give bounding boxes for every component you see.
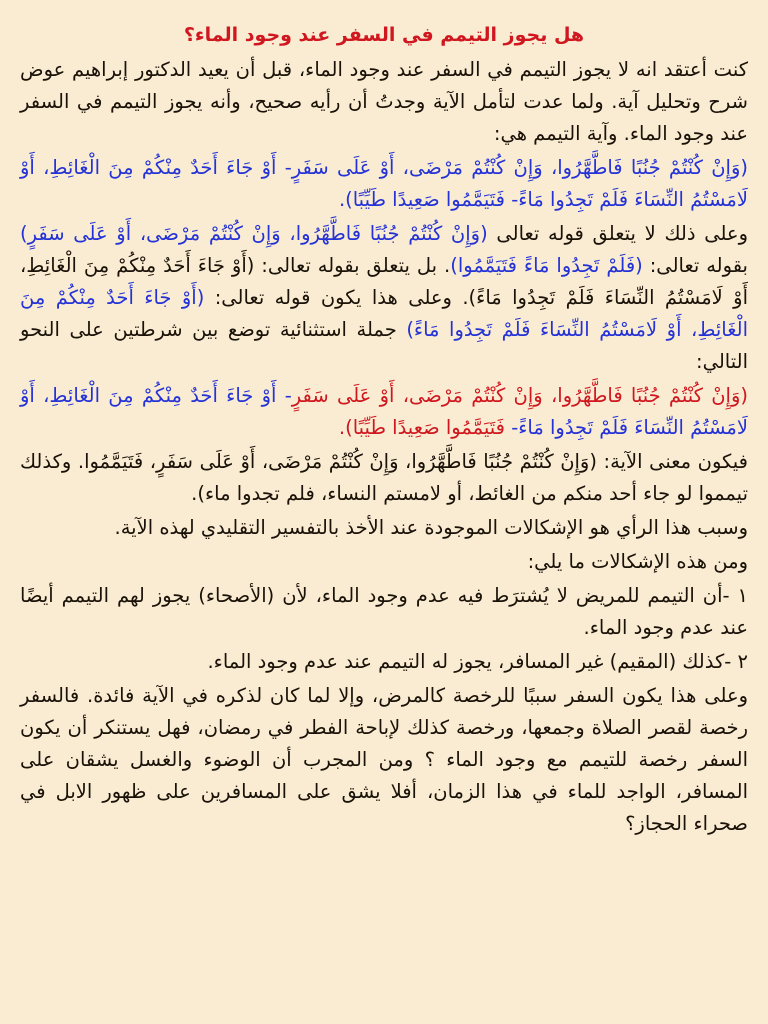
page-title: هل يجوز التيمم في السفر عند وجود الماء؟ xyxy=(183,24,585,46)
explanation-text-2: بقوله تعالى: xyxy=(642,254,748,277)
issues-heading: ومن هذه الإشكالات ما يلي: xyxy=(527,550,748,573)
verse-quote: (وَإِنْ كُنْتُمْ جُنُبًا فَاطَّهَّرُوا، وَإِنْ كُنْتُمْ مَرْضَى، أَوْ عَلَى سَفَرٍ- أَوْ جَاءَ أَحَدٌ مِنْكُمْ مِنَ الْغَائِطِ، أَوْ لَامَسْتُمُ النِّسَاءَ فَلَمْ تَجِدُوا مَاءً- فَتَيَمَّمُوا صَعِيدًا طَيِّبًا). xyxy=(20,156,748,211)
verse-fragment-2: (فَلَمْ تَجِدُوا مَاءً فَتَيَمَّمُوا) xyxy=(450,254,643,277)
meaning-paragraph: فيكون معنى الآية: (وَإِنْ كُنْتُمْ جُنُبًا فَاطَّهَّرُوا، وَإِنْ كُنْتُمْ مَرْضَى، أَوْ عَلَى سَفَرٍ، فَتَيَمَّمُوا. وكذلك تيمموا لو جاء أحد منكم من الغائط، أو لامستم النساء، فلم تجدوا ماء). xyxy=(20,450,748,505)
verse-fragment-3: (أَوْ جَاءَ أَحَدٌ مِنْكُمْ مِنَ الْغَائِطِ، أَوْ لَامَسْتُمُ النِّسَاءَ فَلَمْ تَجِدُوا مَاءً) xyxy=(20,286,748,341)
verse-part-conditions: (وَإِنْ كُنْتُمْ جُنُبًا فَاطَّهَّرُوا، وَإِنْ كُنْتُمْ مَرْضَى، أَوْ عَلَى سَفَرٍ xyxy=(291,384,748,407)
verse-fragment-1: (وَإِنْ كُنْتُمْ جُنُبًا فَاطَّهَّرُوا، وَإِنْ كُنْتُمْ مَرْضَى، أَوْ عَلَى سَفَرٍ) xyxy=(20,222,488,245)
verse-part-parenthetical: - أَوْ جَاءَ أَحَدٌ مِنْكُمْ مِنَ الْغَائِطِ، أَوْ لَامَسْتُمُ النِّسَاءَ فَلَمْ تَجِدُوا مَاءً- xyxy=(20,384,748,439)
reason-paragraph: وسبب هذا الرأي هو الإشكالات الموجودة عند الأخذ بالتفسير التقليدي لهذه الآية. xyxy=(114,516,748,539)
explanation-text-3: . بل يتعلق بقوله تعالى: (أَوْ جَاءَ أَحَدٌ مِنْكُمْ مِنَ الْغَائِطِ، أَوْ لَامَسْتُمُ النِّسَاءَ فَلَمْ تَجِدُوا مَاءً). وعلى هذا يكون قوله تعالى: xyxy=(20,254,748,309)
issue-item-2: ٢ -كذلك (المقيم) غير المسافر، يجوز له التيمم عند عدم وجود الماء. xyxy=(207,650,748,673)
issue-item-1: ١ -أن التيمم للمريض لا يُشترَط فيه عدم وجود الماء، لأن (الأصحاء) يجوز لهم التيمم أيضًا عند عدم وجود الماء. xyxy=(20,584,748,639)
verse-restructured xyxy=(20,380,748,444)
explanation-text-1: وعلى ذلك لا يتعلق قوله تعالى xyxy=(487,222,748,245)
conclusion-paragraph: وعلى هذا يكون السفر سببًا للرخصة كالمرض، وإلا لما كان لذكره في الآية فائدة. فالسفر رخصة لقصر الصلاة وجمعها، ورخصة كذلك لإباحة الفطر في رمضان، فهل يستنكر أن يكون السفر رخصة للتيمم مع وجود الماء ؟ ومن المجرب أن الوضوء والغسل يشقان على المسافر، الواجد للماء في هذا الزمان، أفلا يشق على المسافرين على ظهور الابل في صحراء الحجاز؟ xyxy=(20,684,748,835)
intro-paragraph: كنت أعتقد انه لا يجوز التيمم في السفر عند وجود الماء، قبل أن يعيد الدكتور إبراهيم عوض شرح وتحليل آية. ولما عدت لتأمل الآية وجدتُ أن رأيه صحيح، وأنه يجوز التيمم في السفر عند وجود الماء. وآية التيمم هي: xyxy=(20,58,748,145)
explanation-paragraph xyxy=(20,218,748,378)
explanation-text-4: جملة استثنائية توضع بين شرطتين على النحو التالي: xyxy=(20,318,748,373)
verse-part-ruling: فَتَيَمَّمُوا صَعِيدًا طَيِّبًا). xyxy=(338,416,512,439)
